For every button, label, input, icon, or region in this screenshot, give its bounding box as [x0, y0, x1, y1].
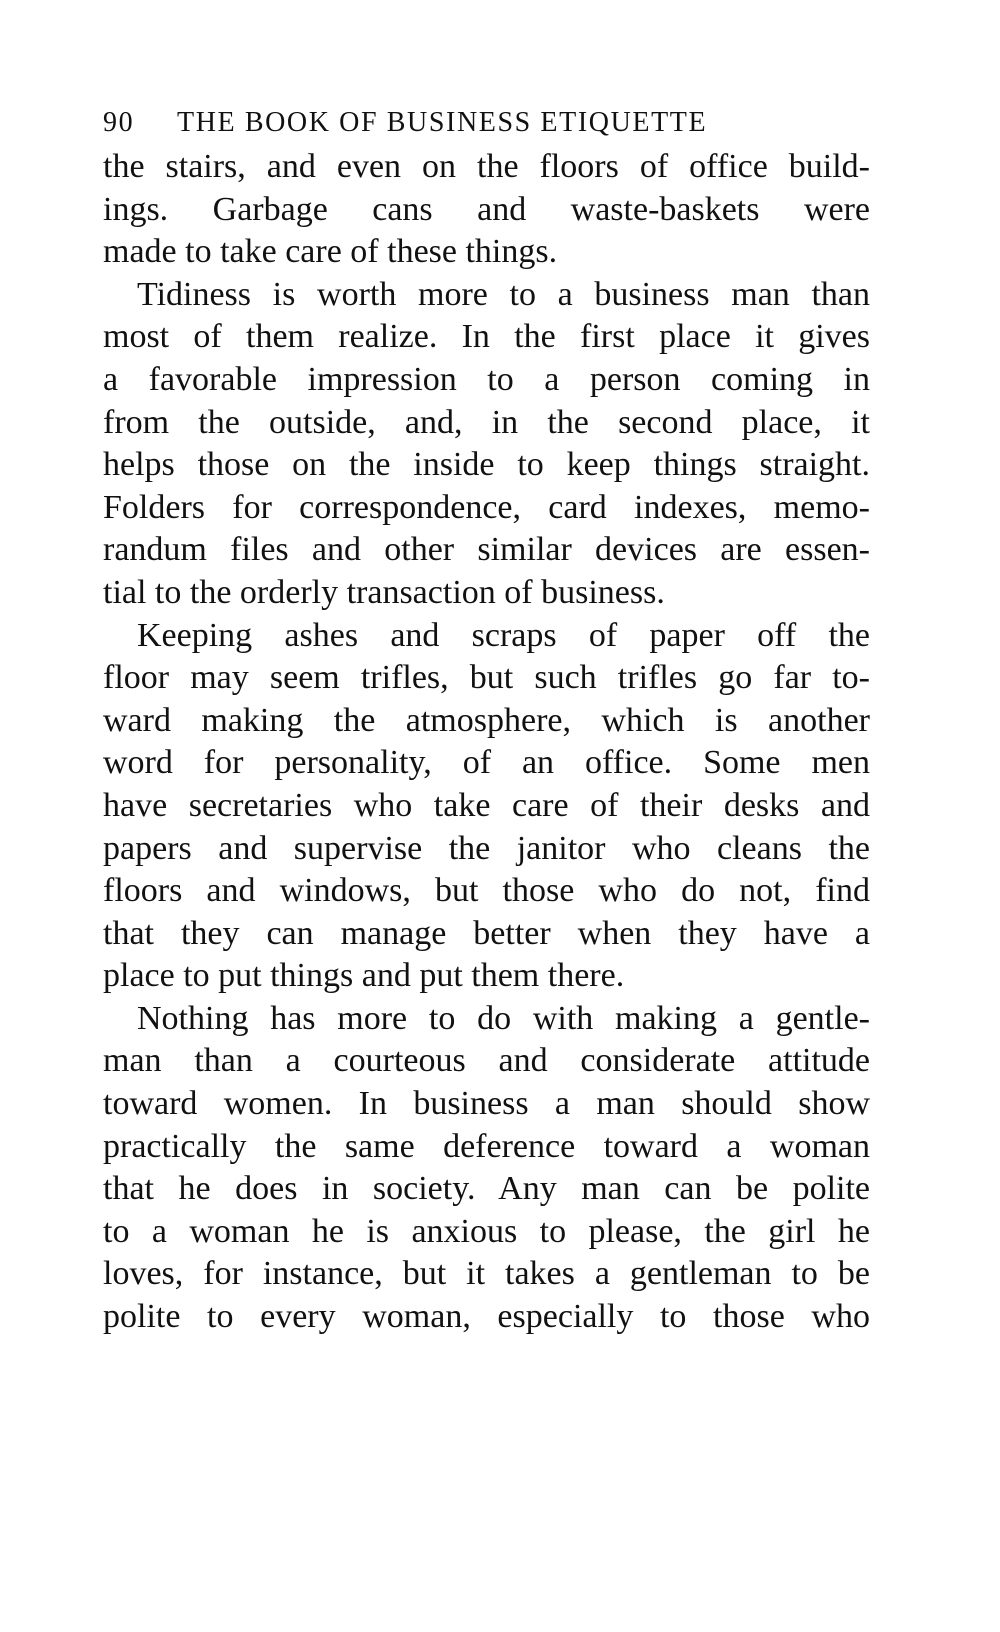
text-line: made to take care of these things.	[103, 233, 558, 271]
text-line: that they can manage better when they have a	[103, 914, 870, 952]
text-line: polite to every woman, especially to those who	[103, 1298, 870, 1336]
text-line: toward women. In business a man should show	[103, 1085, 870, 1123]
body-text	[103, 146, 870, 1339]
text-line: ings. Garbage cans and waste-baskets were	[103, 190, 870, 228]
page-header	[103, 100, 870, 146]
text-line: loves, for instance, but it takes a gentleman to be	[103, 1255, 870, 1293]
book-page	[103, 100, 870, 1339]
text-line: to a woman he is anxious to please, the girl he	[103, 1212, 870, 1250]
text-line: a favorable impression to a person coming in	[103, 360, 870, 398]
text-line: Keeping ashes and scraps of paper off the	[137, 616, 870, 654]
text-line: ward making the atmosphere, which is another	[103, 701, 870, 739]
text-line: word for personality, of an office. Some men	[103, 744, 870, 782]
text-line: Tidiness is worth more to a business man than	[137, 275, 870, 313]
text-line: Folders for correspondence, card indexes, memo-	[103, 488, 870, 526]
running-title: THE BOOK OF BUSINESS ETIQUETTE	[177, 107, 708, 138]
text-line: helps those on the inside to keep things straight.	[103, 446, 870, 484]
text-line: place to put things and put them there.	[103, 957, 625, 995]
text-line: from the outside, and, in the second place, it	[103, 403, 870, 441]
text-line: floor may seem trifles, but such trifles go far to-	[103, 659, 870, 697]
text-line: man than a courteous and considerate attitude	[103, 1042, 870, 1080]
text-line: practically the same deference toward a woman	[103, 1127, 870, 1165]
text-line: the stairs, and even on the floors of office build-	[103, 148, 870, 185]
text-line: papers and supervise the janitor who cleans the	[103, 829, 870, 867]
page-number: 90	[103, 107, 135, 138]
text-line: that he does in society. Any man can be polite	[103, 1170, 870, 1208]
text-line: most of them realize. In the first place it gives	[103, 318, 870, 356]
text-line: tial to the orderly transaction of business.	[103, 573, 665, 611]
text-line: floors and windows, but those who do not, find	[103, 872, 870, 910]
text-line: Nothing has more to do with making a gentle-	[137, 999, 870, 1037]
text-line: have secretaries who take care of their desks and	[103, 786, 870, 824]
text-line: randum files and other similar devices are essen-	[103, 531, 870, 569]
